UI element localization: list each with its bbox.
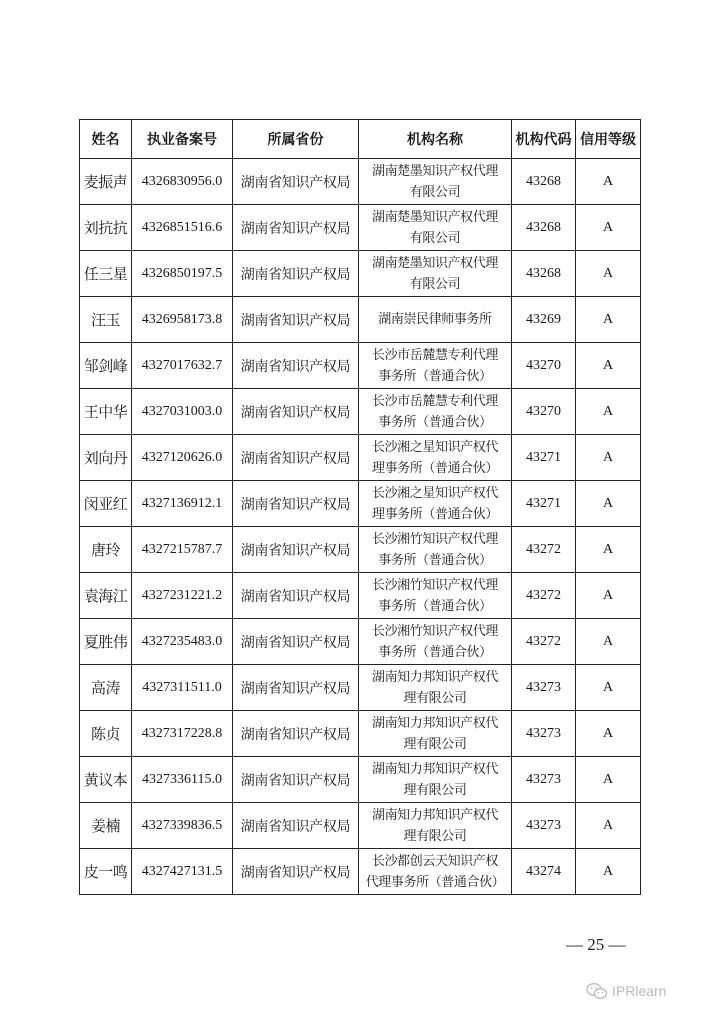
- header-name: 姓名: [80, 120, 132, 159]
- cell-org-name: [359, 803, 512, 849]
- table-row: [80, 251, 641, 297]
- org-name-line1: 长沙市岳麓慧专利代理: [371, 347, 498, 363]
- page-number: — 25 —: [566, 935, 626, 954]
- cell-org-name: [359, 343, 512, 389]
- cell-org-name: [359, 849, 512, 895]
- table-row: [80, 389, 641, 435]
- org-name-line1: 长沙湘竹知识产权代理: [371, 531, 498, 547]
- org-name-line2: 有限公司: [409, 184, 461, 200]
- cell-credit-grade: A: [576, 251, 641, 297]
- org-name-line1: 湖南知力邦知识产权代: [371, 761, 498, 777]
- table-row: [80, 619, 641, 665]
- cell-credit-grade: A: [576, 849, 641, 895]
- table-row: [80, 803, 641, 849]
- cell-org-name: [359, 619, 512, 665]
- cell-name: 夏胜伟: [80, 619, 132, 665]
- cell-province: 湖南省知识产权局: [233, 665, 359, 711]
- cell-registration-no: 4327231221.2: [132, 573, 233, 619]
- cell-province: 湖南省知识产权局: [233, 619, 359, 665]
- cell-registration-no: 4326851516.6: [132, 205, 233, 251]
- org-name-line2: 理事务所（普通合伙）: [371, 506, 498, 522]
- agent-credit-table: [79, 119, 641, 895]
- cell-org-code: 43272: [512, 527, 576, 573]
- cell-org-code: 43273: [512, 711, 576, 757]
- cell-registration-no: 4327136912.1: [132, 481, 233, 527]
- cell-name: 王中华: [80, 389, 132, 435]
- org-name-line1: 湖南楚墨知识产权代理: [371, 163, 498, 179]
- org-name-line1: 长沙市岳麓慧专利代理: [371, 393, 498, 409]
- cell-credit-grade: A: [576, 343, 641, 389]
- cell-org-name: [359, 665, 512, 711]
- cell-province: 湖南省知识产权局: [233, 343, 359, 389]
- wechat-icon: [586, 982, 608, 1000]
- cell-org-code: 43273: [512, 803, 576, 849]
- cell-province: 湖南省知识产权局: [233, 205, 359, 251]
- cell-province: 湖南省知识产权局: [233, 849, 359, 895]
- cell-name: 袁海江: [80, 573, 132, 619]
- org-name-line2: 理有限公司: [403, 782, 467, 798]
- cell-name: 任三星: [80, 251, 132, 297]
- cell-org-name: [359, 297, 512, 343]
- org-name-line2: 理事务所（普通合伙）: [371, 460, 498, 476]
- cell-registration-no: 4326958173.8: [132, 297, 233, 343]
- cell-registration-no: 4326830956.0: [132, 159, 233, 205]
- cell-registration-no: 4327120626.0: [132, 435, 233, 481]
- cell-org-code: 43271: [512, 435, 576, 481]
- org-name-line1: 湖南楚墨知识产权代理: [371, 255, 498, 271]
- cell-province: 湖南省知识产权局: [233, 803, 359, 849]
- cell-province: 湖南省知识产权局: [233, 389, 359, 435]
- cell-registration-no: 4327017632.7: [132, 343, 233, 389]
- cell-credit-grade: A: [576, 205, 641, 251]
- org-name-line1: 长沙都创云天知识产权: [371, 853, 498, 869]
- org-name-line2: 事务所（普通合伙）: [378, 598, 492, 614]
- cell-province: 湖南省知识产权局: [233, 159, 359, 205]
- org-name-line1: 长沙湘竹知识产权代理: [371, 577, 498, 593]
- org-name-line1: 长沙湘之星知识产权代: [371, 485, 498, 501]
- org-name-line1: 湖南知力邦知识产权代: [371, 715, 498, 731]
- cell-org-code: 43274: [512, 849, 576, 895]
- cell-credit-grade: A: [576, 757, 641, 803]
- org-name-line1: 湖南崇民律师事务所: [378, 312, 492, 327]
- cell-registration-no: 4327427131.5: [132, 849, 233, 895]
- cell-credit-grade: A: [576, 711, 641, 757]
- org-name-line2: 代理事务所（普通合伙）: [365, 874, 505, 890]
- table-row: [80, 343, 641, 389]
- cell-province: 湖南省知识产权局: [233, 527, 359, 573]
- cell-org-code: 43268: [512, 159, 576, 205]
- watermark-text: IPRlearn: [612, 983, 667, 999]
- cell-name: 黄议本: [80, 757, 132, 803]
- table-row: [80, 757, 641, 803]
- table-row: [80, 297, 641, 343]
- org-name-line2: 理有限公司: [403, 736, 467, 752]
- cell-credit-grade: A: [576, 573, 641, 619]
- cell-province: 湖南省知识产权局: [233, 711, 359, 757]
- cell-registration-no: 4326850197.5: [132, 251, 233, 297]
- header-province: 所属省份: [233, 120, 359, 159]
- header-credit-grade: 信用等级: [576, 120, 641, 159]
- agent-table-container: [79, 119, 641, 895]
- cell-org-code: 43272: [512, 573, 576, 619]
- org-name-line2: 事务所（普通合伙）: [378, 644, 492, 660]
- table-row: [80, 665, 641, 711]
- cell-credit-grade: A: [576, 803, 641, 849]
- header-registration-no: 执业备案号: [132, 120, 233, 159]
- cell-credit-grade: A: [576, 619, 641, 665]
- cell-org-code: 43271: [512, 481, 576, 527]
- header-org-code: 机构代码: [512, 120, 576, 159]
- cell-name: 刘向丹: [80, 435, 132, 481]
- cell-org-name: [359, 527, 512, 573]
- org-name-line2: 理有限公司: [403, 828, 467, 844]
- cell-name: 高涛: [80, 665, 132, 711]
- cell-credit-grade: A: [576, 527, 641, 573]
- table-row: [80, 205, 641, 251]
- cell-name: 姜楠: [80, 803, 132, 849]
- cell-registration-no: 4327336115.0: [132, 757, 233, 803]
- cell-province: 湖南省知识产权局: [233, 757, 359, 803]
- org-name-line2: 事务所（普通合伙）: [378, 368, 492, 384]
- org-name-line2: 事务所（普通合伙）: [378, 414, 492, 430]
- table-row: [80, 711, 641, 757]
- org-name-line1: 长沙湘之星知识产权代: [371, 439, 498, 455]
- cell-org-code: 43270: [512, 389, 576, 435]
- cell-org-name: [359, 573, 512, 619]
- cell-province: 湖南省知识产权局: [233, 297, 359, 343]
- cell-name: 汪玉: [80, 297, 132, 343]
- table-row: [80, 481, 641, 527]
- cell-org-code: 43273: [512, 757, 576, 803]
- cell-credit-grade: A: [576, 297, 641, 343]
- watermark: [586, 982, 666, 1000]
- cell-org-code: 43272: [512, 619, 576, 665]
- table-header-row: [80, 120, 641, 159]
- table-body: [80, 159, 641, 895]
- cell-name: 麦振声: [80, 159, 132, 205]
- cell-credit-grade: A: [576, 159, 641, 205]
- cell-org-name: [359, 435, 512, 481]
- cell-org-code: 43269: [512, 297, 576, 343]
- cell-org-name: [359, 711, 512, 757]
- cell-org-code: 43268: [512, 251, 576, 297]
- cell-credit-grade: A: [576, 435, 641, 481]
- cell-name: 邹剑峰: [80, 343, 132, 389]
- org-name-line1: 湖南楚墨知识产权代理: [371, 209, 498, 225]
- cell-name: 唐玲: [80, 527, 132, 573]
- table-row: [80, 849, 641, 895]
- org-name-line1: 长沙湘竹知识产权代理: [371, 623, 498, 639]
- org-name-line2: 理有限公司: [403, 690, 467, 706]
- cell-registration-no: 4327311511.0: [132, 665, 233, 711]
- header-org-name: 机构名称: [359, 120, 512, 159]
- cell-org-name: [359, 757, 512, 803]
- cell-org-name: [359, 205, 512, 251]
- cell-org-name: [359, 251, 512, 297]
- cell-credit-grade: A: [576, 389, 641, 435]
- cell-org-code: 43270: [512, 343, 576, 389]
- cell-org-code: 43273: [512, 665, 576, 711]
- cell-org-name: [359, 389, 512, 435]
- table-row: [80, 527, 641, 573]
- org-name-line2: 事务所（普通合伙）: [378, 552, 492, 568]
- cell-credit-grade: A: [576, 665, 641, 711]
- cell-name: 皮一鸣: [80, 849, 132, 895]
- cell-registration-no: 4327031003.0: [132, 389, 233, 435]
- cell-name: 陈贞: [80, 711, 132, 757]
- table-row: [80, 435, 641, 481]
- cell-registration-no: 4327215787.7: [132, 527, 233, 573]
- cell-registration-no: 4327235483.0: [132, 619, 233, 665]
- org-name-line2: 有限公司: [409, 230, 461, 246]
- cell-name: 刘抗抗: [80, 205, 132, 251]
- cell-org-name: [359, 481, 512, 527]
- table-row: [80, 573, 641, 619]
- cell-registration-no: 4327339836.5: [132, 803, 233, 849]
- org-name-line1: 湖南知力邦知识产权代: [371, 807, 498, 823]
- org-name-line1: 湖南知力邦知识产权代: [371, 669, 498, 685]
- table-row: [80, 159, 641, 205]
- cell-org-code: 43268: [512, 205, 576, 251]
- cell-credit-grade: A: [576, 481, 641, 527]
- org-name-line2: 有限公司: [409, 276, 461, 292]
- cell-province: 湖南省知识产权局: [233, 481, 359, 527]
- cell-name: 闵亚红: [80, 481, 132, 527]
- cell-province: 湖南省知识产权局: [233, 251, 359, 297]
- cell-province: 湖南省知识产权局: [233, 573, 359, 619]
- cell-org-name: [359, 159, 512, 205]
- cell-registration-no: 4327317228.8: [132, 711, 233, 757]
- cell-province: 湖南省知识产权局: [233, 435, 359, 481]
